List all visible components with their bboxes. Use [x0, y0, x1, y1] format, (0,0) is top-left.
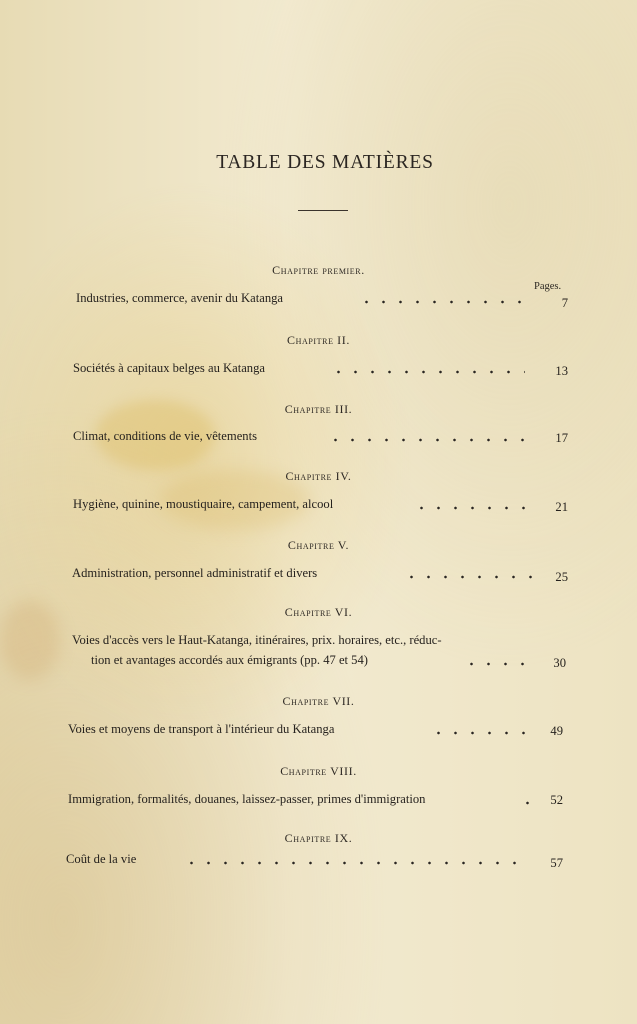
- page-number-2: 13: [555, 364, 568, 378]
- chapter-entry-6: Voies d'accès vers le Haut-Katanga, itinéraires, prix. horaires, etc., réduc-: [72, 633, 442, 647]
- page-number-3: 17: [555, 431, 568, 445]
- page-number-8: 52: [550, 793, 563, 807]
- dot-leader: [183, 861, 530, 865]
- chapter-heading-6: Chapitre VI.: [284, 605, 353, 619]
- chapter-heading-7: Chapitre VII.: [282, 694, 355, 708]
- chapter-heading-2: Chapitre II.: [287, 333, 350, 347]
- chapter-heading-9: Chapitre IX.: [284, 831, 353, 845]
- dot-leader: [330, 370, 525, 374]
- chapter-entry-6-continued: tion et avantages accordés aux émigrants (pp. 47 et 54): [91, 653, 368, 667]
- dot-leader: [403, 575, 533, 579]
- chapter-entry-2: Sociétés à capitaux belges au Katanga: [73, 361, 265, 375]
- page-number-7: 49: [550, 724, 563, 738]
- pages-column-label: Pages.: [534, 281, 562, 292]
- page-number-4: 21: [555, 500, 568, 514]
- chapter-heading-1: Chapitre premier.: [272, 263, 365, 277]
- page-title: TABLE DES MATIÈRES: [216, 152, 434, 173]
- chapter-entry-8: Immigration, formalités, douanes, laissez-passer, primes d'immigration: [68, 792, 426, 806]
- chapter-entry-7: Voies et moyens de transport à l'intérieur du Katanga: [68, 722, 335, 736]
- chapter-entry-3: Climat, conditions de vie, vêtements: [73, 429, 257, 443]
- chapter-heading-4: Chapitre IV.: [285, 469, 352, 483]
- title-divider: [298, 210, 348, 211]
- dot-leader: [463, 662, 531, 666]
- chapter-heading-3: Chapitre III.: [284, 402, 353, 416]
- chapter-heading-5: Chapitre V.: [287, 538, 350, 552]
- dot-leader: [413, 506, 533, 510]
- dot-leader: [358, 300, 528, 304]
- page-number-1: 7: [561, 296, 568, 310]
- page-number-9: 57: [550, 856, 563, 870]
- chapter-entry-1: Industries, commerce, avenir du Katanga: [76, 291, 284, 305]
- dot-leader: [519, 801, 531, 805]
- chapter-entry-9: Coût de la vie: [66, 852, 137, 866]
- chapter-entry-5: Administration, personnel administratif et divers: [72, 566, 318, 580]
- chapter-heading-8: Chapitre VIII.: [280, 764, 357, 778]
- dot-leader: [327, 438, 532, 442]
- page-number-5: 25: [555, 570, 568, 584]
- chapter-entry-4: Hygiène, quinine, moustiquaire, campement, alcool: [73, 497, 334, 511]
- dot-leader: [430, 731, 530, 735]
- page-number-6: 30: [553, 656, 566, 670]
